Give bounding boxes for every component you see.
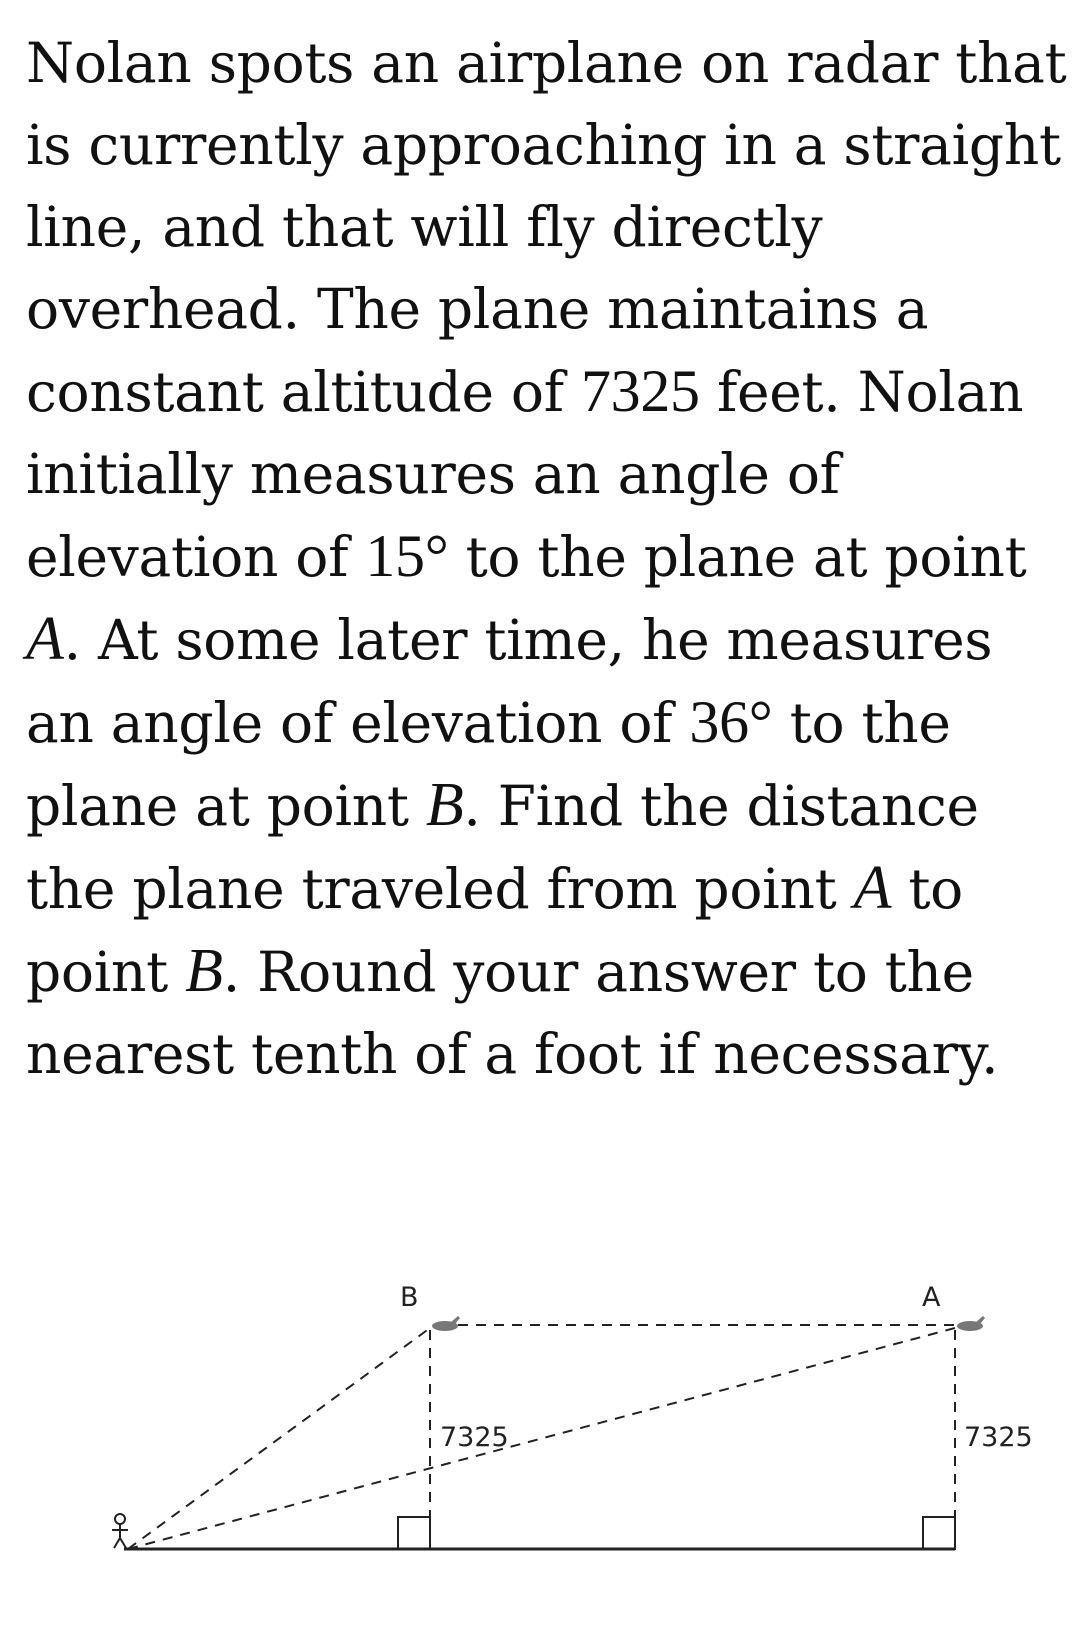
point-a-variable: A [853,854,892,922]
problem-segment: to the plane at point [26,691,951,838]
label-height-a: 7325 [964,1422,1033,1453]
problem-segment: . Find the distance the plane traveled from point [26,774,979,921]
label-point-a: A [922,1282,941,1313]
problem-segment: Nolan spots an airplane on radar that is currently approaching in a straight line, and that will fly directly overhead. The plane maintains a constant altitude of [26,31,1067,424]
observer-icon [112,1514,128,1548]
point-b-variable: B [425,771,464,839]
airplane-icon-a [957,1316,985,1331]
angle-15-value: 15° [365,523,449,589]
problem-segment: feet. Nolan initially measures an angle of elevation of [26,360,1024,589]
sight-line-to-b [128,1328,430,1549]
problem-segment: to point [26,857,963,1004]
right-angle-marker-a [923,1517,955,1549]
point-b-variable: B [185,937,223,1005]
label-point-b: B [400,1282,419,1313]
elevation-diagram [0,1260,1079,1580]
sight-line-to-a [128,1328,955,1549]
altitude-value: 7325 [580,358,700,424]
problem-segment: to the plane at point [448,525,1027,589]
problem-segment: . At some later time, he measures an angle of elevation of [26,608,993,755]
label-height-b: 7325 [440,1422,509,1453]
right-angle-marker-b [398,1517,430,1549]
point-a-variable: A [26,605,64,673]
angle-36-value: 36° [689,689,773,755]
airplane-icon-b [432,1316,460,1331]
problem-text [26,22,1071,1095]
problem-segment: . Round your answer to the nearest tenth of a foot if necessary. [26,940,999,1086]
